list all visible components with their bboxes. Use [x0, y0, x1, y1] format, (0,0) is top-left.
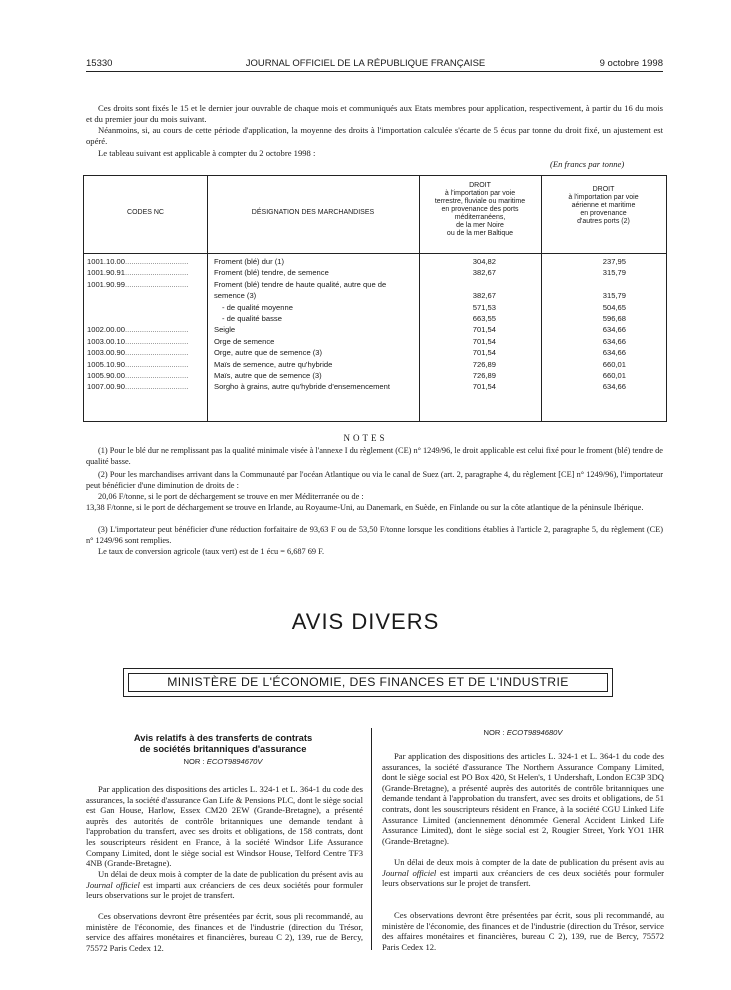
row-droit-mediterranee: 701,54: [472, 382, 496, 392]
row-droit-mediterranee: 304,82: [472, 257, 496, 266]
table-row: [84, 337, 666, 348]
row-droit-autres-ports: 315,79: [602, 291, 626, 301]
table-header-rule: [84, 253, 666, 254]
unit-note: (En francs par tonne): [550, 159, 625, 169]
right-p2-journal: Journal officiel: [382, 867, 437, 878]
row-designation: Maïs, autre que de semence (3): [214, 371, 322, 380]
row-droit-autres-ports: 634,66: [602, 325, 626, 335]
row-designation: Orge, autre que de semence (3): [214, 348, 323, 358]
row-droit-mediterranee: 701,54: [472, 348, 496, 358]
row-designation: - de qualité basse: [222, 314, 282, 323]
left-paragraph-2: [86, 869, 363, 901]
row-droit-mediterranee: 663,55: [472, 314, 496, 323]
right-paragraph-2: [382, 857, 664, 889]
header-line: DROIT: [469, 182, 491, 189]
row-droit-autres-ports: 634,66: [602, 348, 626, 358]
row-code: 1001.90.99..............................: [87, 279, 189, 289]
row-code: 1005.90.00..............................: [87, 371, 189, 380]
row-code: 1007.00.90..............................: [87, 382, 189, 392]
header-codes: CODES NC: [127, 209, 164, 216]
row-designation: Froment (blé) tendre, de semence: [214, 268, 329, 278]
tariff-table: [83, 175, 667, 422]
header-line: DROIT: [592, 186, 615, 193]
left-p2-journal: Journal officiel: [86, 879, 140, 890]
row-droit-autres-ports: 660,01: [602, 359, 626, 369]
row-code: 1001.10.00..............................: [87, 257, 189, 266]
row-code: 1005.10.90..............................: [87, 359, 189, 369]
row-code: 1001.90.91..............................: [87, 268, 189, 278]
row-designation: semence (3): [214, 291, 257, 301]
notes-title: NOTES: [343, 433, 388, 443]
header-line: méditerranéens,: [454, 214, 506, 221]
row-droit-mediterranee: 726,89: [472, 359, 496, 369]
row-droit-autres-ports: 634,66: [602, 382, 626, 392]
left-paragraph-1: Par application des dispositions des articles L. 324-1 et L. 364-1 du code des assurances, la société d'assurance Gan Life & Pensions PLC, dont le siège social est Gan House, Harlow, Essex CM20 2EW (Grande-Bretagne), a présenté auprès des autorités de contrôle britanniques une demande tendant à l'approbation du transfert, avec ses droits et obligations, de 158 contrats, dont les souscripteurs résident en France, à la société Windsor Life Assurance Company Limited, dont le siège social est Windsor House, Telford Centre TF3 4NB (Grande-Bretagne).: [86, 784, 363, 869]
right-p2-part-b: est imparti aux créanciers de ces deux sociétés pour formuler leurs observations sur le projet de transfert.: [382, 867, 664, 889]
row-code: 1003.00.90..............................: [87, 348, 189, 358]
row-designation: Froment (blé) tendre de haute qualité, autre que de: [214, 279, 387, 289]
header-line: ou de la mer Baltique: [446, 230, 514, 237]
header-line: aérienne et maritime: [571, 202, 636, 209]
row-designation: Seigle: [214, 325, 236, 335]
table-row: [84, 291, 666, 302]
right-p2-part-a: Un délai de deux mois à compter de la date de publication du présent avis au: [394, 857, 664, 867]
row-droit-autres-ports: 315,79: [602, 268, 626, 278]
row-droit-mediterranee: 382,67: [472, 291, 496, 301]
intro-paragraph-3: Le tableau suivant est applicable à compter du 2 octobre 1998 :: [98, 148, 316, 158]
header-droit-autres-ports: [541, 186, 666, 226]
note-3: (3) L'importateur peut bénéficier d'une réduction forfaitaire de 93,63 F ou de 53,50 F/tonne lorsque les conditions établies à l'article 2, paragraphe 5, du règlement (CE) n° 1249/96 sont remplies.: [86, 525, 663, 545]
ministry-box: [123, 668, 613, 697]
right-paragraph-1: Par application des dispositions des articles L. 324-1 et L. 364-1 du code des assurances, la société d'assurance The Northern Assurance Company Limited, dont le siège social est PO Box 420, St Helen's, 1 Undershaft, London EC3P 3DQ (Grande-Bretagne), a présenté auprès des autorités de contrôle britanniques une demande tendant à l'approbation du transfert, avec ses droits et obligations, de 51 contrats, dont les souscripteurs résident en France, à la société CGU Linked Life Assurance Limited (anciennement dénommée General Accident Linked Life Assurance Limited), dont le siège social est 2, Rougier Street, York YO1 1HR (Grande-Bretagne).: [382, 751, 664, 846]
note-1: (1) Pour le blé dur ne remplissant pas la qualité minimale visée à l'annexe I du règlement (CE) n° 1249/96, le droit applicable est celui fixé pour le froment (blé) tendre de qualité basse.: [86, 446, 663, 466]
table-row: [84, 303, 666, 314]
note-2a: 20,06 F/tonne, si le port de déchargement se trouve en mer Méditerranée ou de :: [98, 492, 364, 501]
table-row: [84, 360, 666, 371]
nor-left: [86, 757, 360, 766]
row-code: 1003.00.10..............................: [87, 336, 189, 346]
column-divider: [371, 728, 372, 950]
nor-code: ECOT9894680V: [506, 728, 563, 737]
row-designation: Orge de semence: [214, 336, 275, 346]
nor-label: NOR :: [183, 757, 205, 766]
row-designation: Froment (blé) dur (1): [214, 257, 285, 266]
nor-label: NOR :: [483, 728, 505, 737]
row-droit-mediterranee: 382,67: [472, 268, 496, 278]
header-line: de la mer Noire: [456, 222, 504, 229]
ministry-name: MINISTÈRE DE L'ÉCONOMIE, DES FINANCES ET DE L'INDUSTRIE: [128, 673, 608, 692]
row-droit-autres-ports: 504,65: [602, 302, 626, 312]
left-paragraph-3: Ces observations devront être présentées par écrit, sous pli recommandé, au ministère de l'économie, des finances et de l'industrie (direction du Trésor, service des affaires monétaires et financières, bureau C 2), 139, rue de Bercy, 75572 Paris Cedex 12.: [86, 911, 363, 953]
publication-date: 9 octobre 1998: [599, 58, 663, 69]
row-droit-autres-ports: 237,95: [602, 257, 626, 266]
row-droit-mediterranee: 701,54: [472, 336, 496, 346]
row-designation: Maïs de semence, autre qu'hybride: [214, 359, 333, 369]
header-designation: DÉSIGNATION DES MARCHANDISES: [251, 209, 375, 216]
row-designation: Sorgho à grains, autre qu'hybride d'ensemencement: [214, 382, 390, 392]
table-row: [84, 325, 666, 336]
row-designation: - de qualité moyenne: [222, 302, 293, 312]
table-row: [84, 348, 666, 359]
note-2: (2) Pour les marchandises arrivant dans la Communauté par l'océan Atlantique ou via le canal de Suez (art. 2, paragraphe 4, du règlement [CE] n° 1249/96), l'importateur peut bénéficier d'une diminution de droits de :: [86, 470, 663, 490]
right-paragraph-3: Ces observations devront être présentées par écrit, sous pli recommandé, au ministère de l'économie, des finances et de l'industrie (direction du Trésor, service des affaires monétaires et financières, bureau C 2), 139, rue de Bercy, 75572 Paris Cedex 12.: [382, 910, 664, 952]
left-p2-part-b: est imparti aux créanciers de ces deux sociétés pour formuler leurs observations sur le projet de transfert.: [86, 879, 363, 901]
notice-heading-line-1: Avis relatifs à des transferts de contrats: [133, 732, 313, 743]
header-line: en provenance des ports: [441, 206, 519, 213]
intro-paragraph-1: Ces droits sont fixés le 15 et le dernier jour ouvrable de chaque mois et communiqués aux Etats membres pour application, respectivement, à partir du 16 du mois et du premier jour du mois suivant.: [86, 103, 663, 124]
row-droit-autres-ports: 660,01: [602, 371, 626, 380]
header-rule: [86, 71, 663, 72]
header-line: en provenance: [580, 210, 627, 217]
row-droit-mediterranee: 571,53: [472, 302, 496, 312]
page-number: 15330: [86, 58, 113, 69]
notice-heading-line-2: de sociétés britanniques d'assurance: [139, 743, 307, 754]
section-title: AVIS DIVERS: [291, 609, 440, 634]
nor-right: [382, 728, 664, 737]
header-droit-mediterranee: [419, 182, 541, 238]
row-droit-mediterranee: 701,54: [472, 325, 496, 335]
note-2b: 13,38 F/tonne, si le port de déchargement se trouve en Irlande, au Royaume-Uni, au Danemark, en Suède, en Finlande ou sur la côte atlantique de la péninsule Ibérique.: [86, 503, 644, 512]
header-line: d'autres ports (2): [577, 218, 630, 225]
header-line: à l'importation par voie: [568, 194, 639, 201]
table-row: [84, 314, 666, 325]
note-4: Le taux de conversion agricole (taux vert) est de 1 écu = 6,687 69 F.: [98, 547, 325, 556]
table-row: [84, 280, 666, 291]
row-droit-mediterranee: 726,89: [472, 371, 496, 380]
table-row: [84, 382, 666, 393]
notice-heading: [86, 732, 360, 754]
nor-code: ECOT9894670V: [206, 757, 263, 766]
header-line: terrestre, fluviale ou maritime: [434, 198, 526, 205]
journal-title: JOURNAL OFFICIEL DE LA RÉPUBLIQUE FRANÇAISE: [245, 58, 486, 69]
table-row: [84, 257, 666, 268]
intro-paragraph-2: Néanmoins, si, au cours de cette période d'application, la moyenne des droits à l'importation calculée s'écarte de 5 écus par tonne du droit fixé, un ajustement est opéré.: [86, 125, 663, 146]
left-p2-part-a: Un délai de deux mois à compter de la date de publication du présent avis au: [98, 869, 363, 879]
row-droit-autres-ports: 634,66: [602, 336, 626, 346]
table-row: [84, 371, 666, 382]
table-row: [84, 268, 666, 279]
row-droit-autres-ports: 596,68: [602, 314, 626, 323]
row-code: 1002.00.00..............................: [87, 325, 189, 335]
header-line: à l'importation par voie: [444, 190, 516, 197]
